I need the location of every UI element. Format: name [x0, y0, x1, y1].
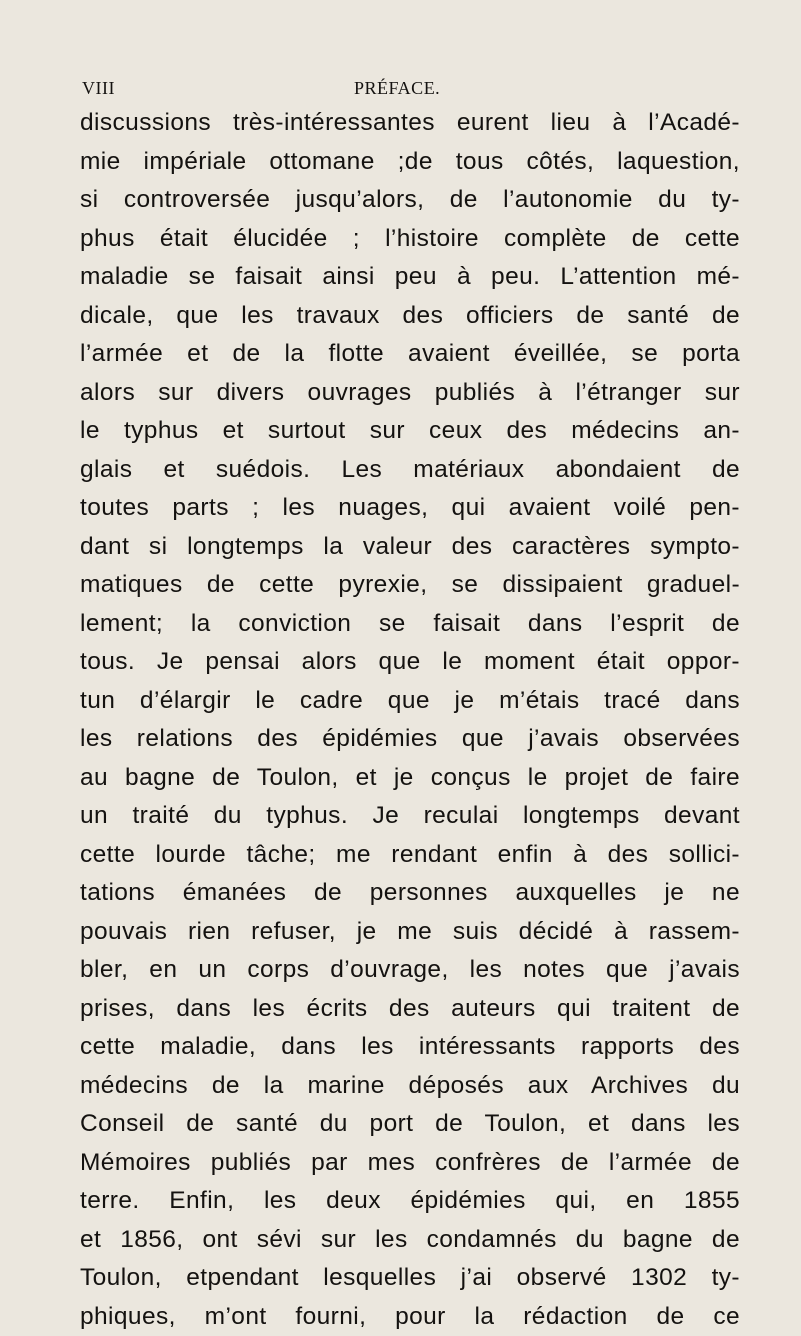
text-line: phus était élucidée ; l’histoire complète de cette — [80, 220, 740, 259]
text-line: tations émanées de personnes auxquelles je ne — [80, 874, 740, 913]
running-head — [82, 78, 722, 102]
text-line: pouvais rien refuser, je me suis décidé à rassem- — [80, 913, 740, 952]
text-line: si controversée jusqu’alors, de l’autonomie du ty- — [80, 181, 740, 220]
text-line: cette maladie, dans les intéressants rapports des — [80, 1028, 740, 1067]
text-line: dicale, que les travaux des officiers de santé de — [80, 297, 740, 336]
text-line: tous. Je pensai alors que le moment était oppor- — [80, 643, 740, 682]
text-line: toutes parts ; les nuages, qui avaient voilé pen- — [80, 489, 740, 528]
text-line: au bagne de Toulon, et je conçus le projet de faire — [80, 759, 740, 798]
text-line: Conseil de santé du port de Toulon, et dans les — [80, 1105, 740, 1144]
text-line: Mémoires publiés par mes confrères de l’armée de — [80, 1144, 740, 1183]
text-line: les relations des épidémies que j’avais observées — [80, 720, 740, 759]
text-line: glais et suédois. Les matériaux abondaient de — [80, 451, 740, 490]
text-line: un traité du typhus. Je reculai longtemps devant — [80, 797, 740, 836]
text-line: terre. Enfin, les deux épidémies qui, en 1855 — [80, 1182, 740, 1221]
text-line: discussions très-intéressantes eurent lieu à l’Acadé- — [80, 104, 740, 143]
text-line: lement; la conviction se faisait dans l’esprit de — [80, 605, 740, 644]
text-line: matiques de cette pyrexie, se dissipaient graduel- — [80, 566, 740, 605]
text-line: dant si longtemps la valeur des caractères sympto- — [80, 528, 740, 567]
text-line: tun d’élargir le cadre que je m’étais tracé dans — [80, 682, 740, 721]
text-line: prises, dans les écrits des auteurs qui traitent de — [80, 990, 740, 1029]
text-line: bler, en un corps d’ouvrage, les notes que j’avais — [80, 951, 740, 990]
text-line: et 1856, ont sévi sur les condamnés du bagne de — [80, 1221, 740, 1260]
text-line: cette lourde tâche; me rendant enfin à des sollici- — [80, 836, 740, 875]
text-line: maladie se faisait ainsi peu à peu. L’attention mé- — [80, 258, 740, 297]
page-number: VIII — [82, 78, 115, 99]
text-line: médecins de la marine déposés aux Archives du — [80, 1067, 740, 1106]
body-text — [80, 104, 740, 1336]
text-line: mie impériale ottomane ;de tous côtés, laquestion, — [80, 143, 740, 182]
text-line: alors sur divers ouvrages publiés à l’étranger sur — [80, 374, 740, 413]
text-line: le typhus et surtout sur ceux des médecins an- — [80, 412, 740, 451]
text-line: l’armée et de la flotte avaient éveillée, se porta — [80, 335, 740, 374]
text-line: Toulon, etpendant lesquelles j’ai observé 1302 ty- — [80, 1259, 740, 1298]
running-title: PRÉFACE. — [354, 78, 440, 99]
text-line: phiques, m’ont fourni, pour la rédaction de ce — [80, 1298, 740, 1336]
